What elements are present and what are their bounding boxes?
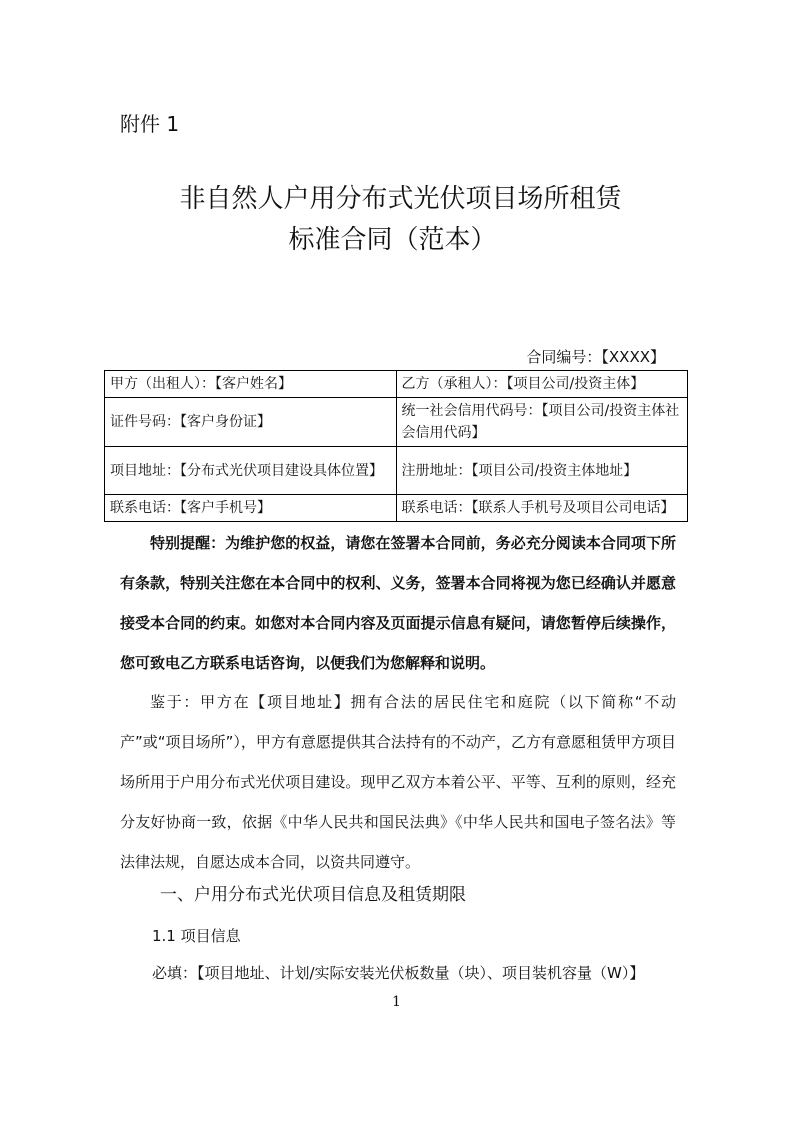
- lessor-name-cell: 甲方（出租人）：【客户姓名】: [105, 371, 397, 398]
- table-row: [105, 447, 688, 495]
- contract-number: 合同编号：【XXXX】: [526, 348, 665, 366]
- credit-code-cell: 统一社会信用代码号：【项目公司/投资主体社会信用代码】: [396, 398, 688, 447]
- project-address-cell: 项目地址：【分布式光伏项目建设具体位置】: [105, 447, 397, 495]
- page-number: 1: [392, 994, 401, 1010]
- attachment-label: 附件 1: [120, 112, 180, 136]
- table-row: [105, 398, 688, 447]
- table-row: [105, 495, 688, 522]
- section-heading: 一、户用分布式光伏项目信息及租赁期限: [160, 885, 466, 905]
- subsection-heading: 1.1 项目信息: [152, 927, 241, 945]
- document-title-line-1: 非自然人户用分布式光伏项目场所租赁: [179, 184, 622, 214]
- lessee-phone-cell: 联系电话：【联系人手机号及项目公司电话】: [396, 495, 688, 522]
- lessee-name-cell: 乙方（承租人）：【项目公司/投资主体】: [396, 371, 688, 398]
- id-number-cell: 证件号码：【客户身份证】: [105, 398, 397, 447]
- parties-table: [104, 370, 688, 522]
- document-title-line-2: 标准合同（范本）: [288, 225, 497, 255]
- special-notice-paragraph: 特别提醒：为维护您的权益，请您在签署本合同前，务必充分阅读本合同项下所有条款，特别关注您在本合同中的权利、义务，签署本合同将视为您已经确认并愿意接受本合同的约束。如您对本合同内容及页面提示信息有疑问，请您暂停后续操作，您可致电乙方联系电话咨询，以便我们为您解释和说明。: [120, 534, 676, 672]
- lessor-phone-cell: 联系电话：【客户手机号】: [105, 495, 397, 522]
- whereas-paragraph: 鉴于：甲方在【项目地址】拥有合法的居民住宅和庭院（以下简称“不动产”或“项目场所”），甲方有意愿提供其合法持有的不动产，乙方有意愿租赁甲方项目场所用于户用分布式光伏项目建设。现甲乙双方本着公平、平等、互利的原则，经充分友好协商一致，依据《中华人民共和国民法典》《中华人民共和国电子签名法》等法律法规，自愿达成本合同，以资共同遵守。: [120, 693, 676, 871]
- required-fields-line: 必填：【项目地址、计划/实际安装光伏板数量（块）、项目装机容量（W）】: [152, 964, 645, 982]
- registered-address-cell: 注册地址：【项目公司/投资主体地址】: [396, 447, 688, 495]
- table-row: [105, 371, 688, 398]
